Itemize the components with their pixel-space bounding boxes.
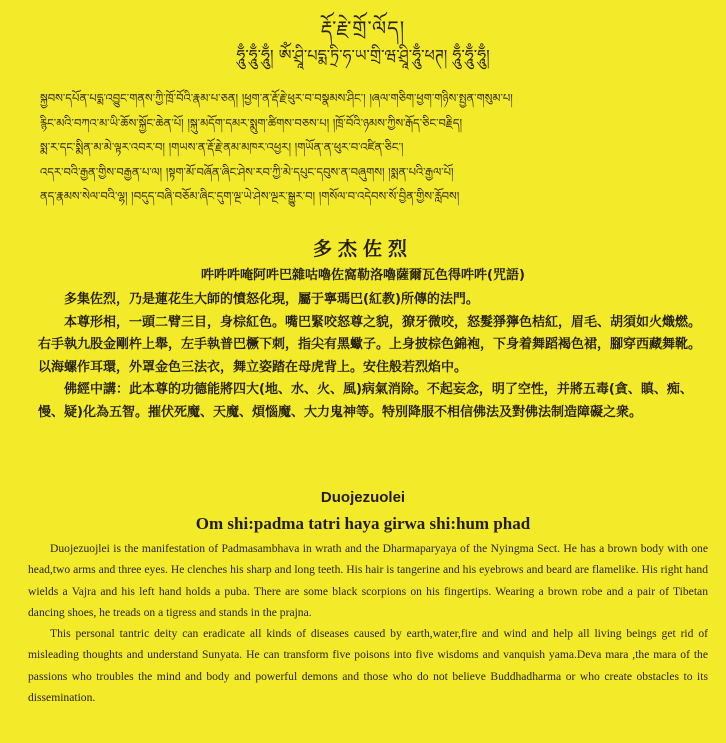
english-paragraph: Duojezuojlei is the manifestation of Padmasambhava in wrath and the Dharmaparyaya of the Nyingma Sect. He has a brown body with one head,two arms and three eyes. He clenches his sharp and long teeth. His hair is tangerine and his eyebrows and beard are flamelike. His right hand wields a Vajra and his left hand holds a puba. There are some black scorpions on his fingertips. Wearing a brown robe and a pair of Tibetan dancing shoes, he treads on a tigress and stands in the prajna. — [28, 542, 708, 619]
chinese-paragraph: 佛經中講：此本尊的功德能將四大(地、水、火、風)病氣消除。不起妄念，明了空性，并將五毒(貪、瞋、痴、慢、疑)化為五智。摧伏死魔、天魔、煩惱魔、大力鬼神等。特別降服不相信佛法及對佛法制造障礙之衆。 — [38, 382, 693, 420]
chinese-title: 多杰佐烈 — [312, 238, 413, 260]
tibetan-title: རྡོ་རྗེ་གྲོ་ལོད། — [320, 16, 406, 40]
english-body — [28, 538, 708, 708]
chinese-paragraph: 多集佐烈，乃是蓮花生大師的憤怒化現，屬于寧瑪巴(紅教)所傳的法門。 — [64, 292, 479, 307]
english-mantra: Om shi:padma tatri haya girwa shi:hum phad — [195, 514, 531, 533]
chinese-body — [38, 289, 702, 425]
chinese-mantra: 吽吽吽唵阿吽巴雜咕嚕佐窩勒洛嚕薩爾瓦色得吽吽(咒語) — [201, 268, 525, 283]
english-title: Duojezuolei — [320, 489, 406, 506]
tibetan-line: སྐྱབས་དཔོན་པདྨ་འབྱུང་གནས་ཀྱི་ཁྲོ་བོའི་རྣམ་པ་ཅན། །ཕྱག་ན་རྡོ་རྗེ་ཕུར་བ་བསྣམས་ཤིང་། །ཞལ་གཅིག་ཕྱག་གཉིས་སྤྱན་གསུམ་པ། — [40, 91, 513, 105]
english-paragraph: This personal tantric deity can eradicate all kinds of diseases caused by earth,water,fire and wind and help all living beings get rid of misleading thoughts and understand Sunyata. He can transform five poisons into five wisdoms and vanquish yama.Deva mara ,the mara of the passions who troubles the mind and body and powerful demons and those who do not believe Buddhadharma or who create obstacles to its dissemination. — [28, 627, 708, 705]
tibetan-line: འདར་བའི་རྒྱན་གྱིས་བརྒྱན་པ་ལ། །སྟག་མོ་བཞོན་ཞིང་ཤེས་རབ་ཀྱི་མེ་དཔུང་དབུས་ན་བཞུགས། །སྨན་པའི་རྒྱལ་པོ། — [40, 164, 454, 179]
tibetan-line: སྨ་ར་དང་སྨིན་མ་མེ་ལྟར་འབར་བ། །གཡས་ན་རྡོ་རྗེ་ནམ་མཁར་འཕྱར། །གཡོན་ན་ཕུར་བ་འཛིན་ཅིང་། — [40, 140, 404, 154]
tibetan-text-block — [40, 86, 708, 209]
tibetan-line: ནད་རྣམས་སེལ་བའི་ལྷ། །བདུད་བཞི་བཅོམ་ཞིང་དུག་ལྔ་ཡེ་ཤེས་ལྔར་སྒྱུར་བ། །གསོལ་བ་འདེབས་སོ་བྱིན་གྱིས་རློབས། — [40, 189, 460, 203]
tibetan-line: རྙིང་མའི་བཀའ་མ་ཡི་ཆོས་སྐྱོང་ཆེན་པོ། །སྐུ་མདོག་དམར་སྨུག་ཚིགས་བཅས་པ། །ཁྲོ་བོའི་ཉམས་ཀྱིས་རྒོད་ཅིང་བརྗིད། — [40, 115, 463, 130]
tibetan-mantra: ཧཱུྃ་ཧཱུྃ་ཧཱུྃ། ཨོཾ་ཤྲཱི་པདྨ་ཏྲི་ཧ་ཡ་གྲི་ཝ་ཤྲཱི་ཧཱུྃ་ཕཊ། ཧཱུྃ་ཧཱུྃ་ཧཱུྃ། — [236, 46, 490, 65]
chinese-paragraph: 本尊形相，一頭二臂三目，身棕紅色。嘴巴緊咬怒尊之貌，獠牙微咬，怒髮猙獰色桔紅，眉毛、胡須如火熾燃。右手執九股金剛杵上舉，左手執普巴橛下刺，指尖有黑蠍子。上身披棕色錦袍，下身着舞蹈褐色裙，腳穿西藏舞靴。以海螺作耳環，外罩金色三法衣，舞立姿踏在母虎背上。安住般若烈焰中。 — [38, 314, 702, 375]
